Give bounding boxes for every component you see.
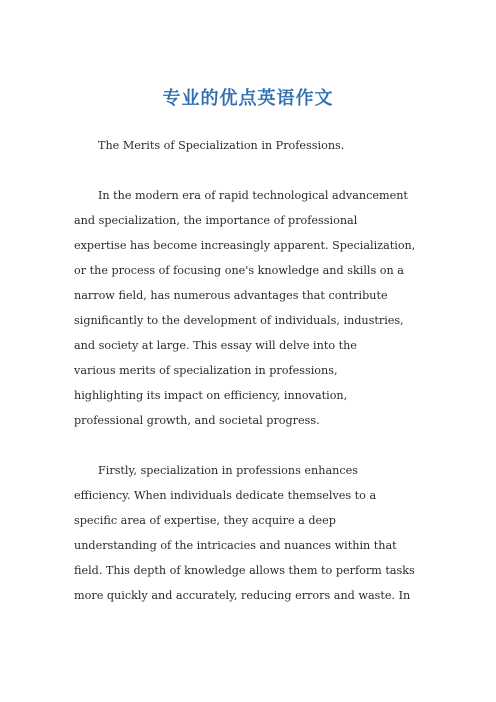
paragraph-line: narrow field, has numerous advantages that contribute [74, 289, 388, 302]
paragraph-line: understanding of the intricacies and nuances within that [74, 539, 397, 552]
paragraph-line: efficiency. When individuals dedicate themselves to a [74, 489, 377, 502]
paragraph-line: professional growth, and societal progress. [74, 414, 320, 427]
paragraph-line: expertise has become increasingly apparent. Specialization, [74, 239, 416, 252]
paragraph-line: highlighting its impact on efficiency, innovation, [74, 389, 348, 402]
paragraph-line: various merits of specialization in professions, [74, 364, 338, 377]
paragraph-line: significantly to the development of individuals, industries, [74, 314, 404, 327]
paragraph-line: and society at large. This essay will delve into the [74, 339, 357, 352]
paragraph-line: more quickly and accurately, reducing errors and waste. In [74, 589, 411, 602]
document-subtitle: The Merits of Specialization in Professions. [98, 139, 345, 152]
paragraph-line: Firstly, specialization in professions enhances [98, 464, 358, 477]
document-title: 专业的优点英语作文 [162, 88, 334, 109]
paragraph-line: and specialization, the importance of professional [74, 214, 358, 227]
paragraph-line: or the process of focusing one's knowledge and skills on a [74, 264, 404, 277]
paragraph-line: In the modern era of rapid technological advancement [98, 189, 408, 202]
paragraph-line: specific area of expertise, they acquire a deep [74, 514, 336, 527]
paragraph-line: field. This depth of knowledge allows them to perform tasks [74, 564, 415, 577]
